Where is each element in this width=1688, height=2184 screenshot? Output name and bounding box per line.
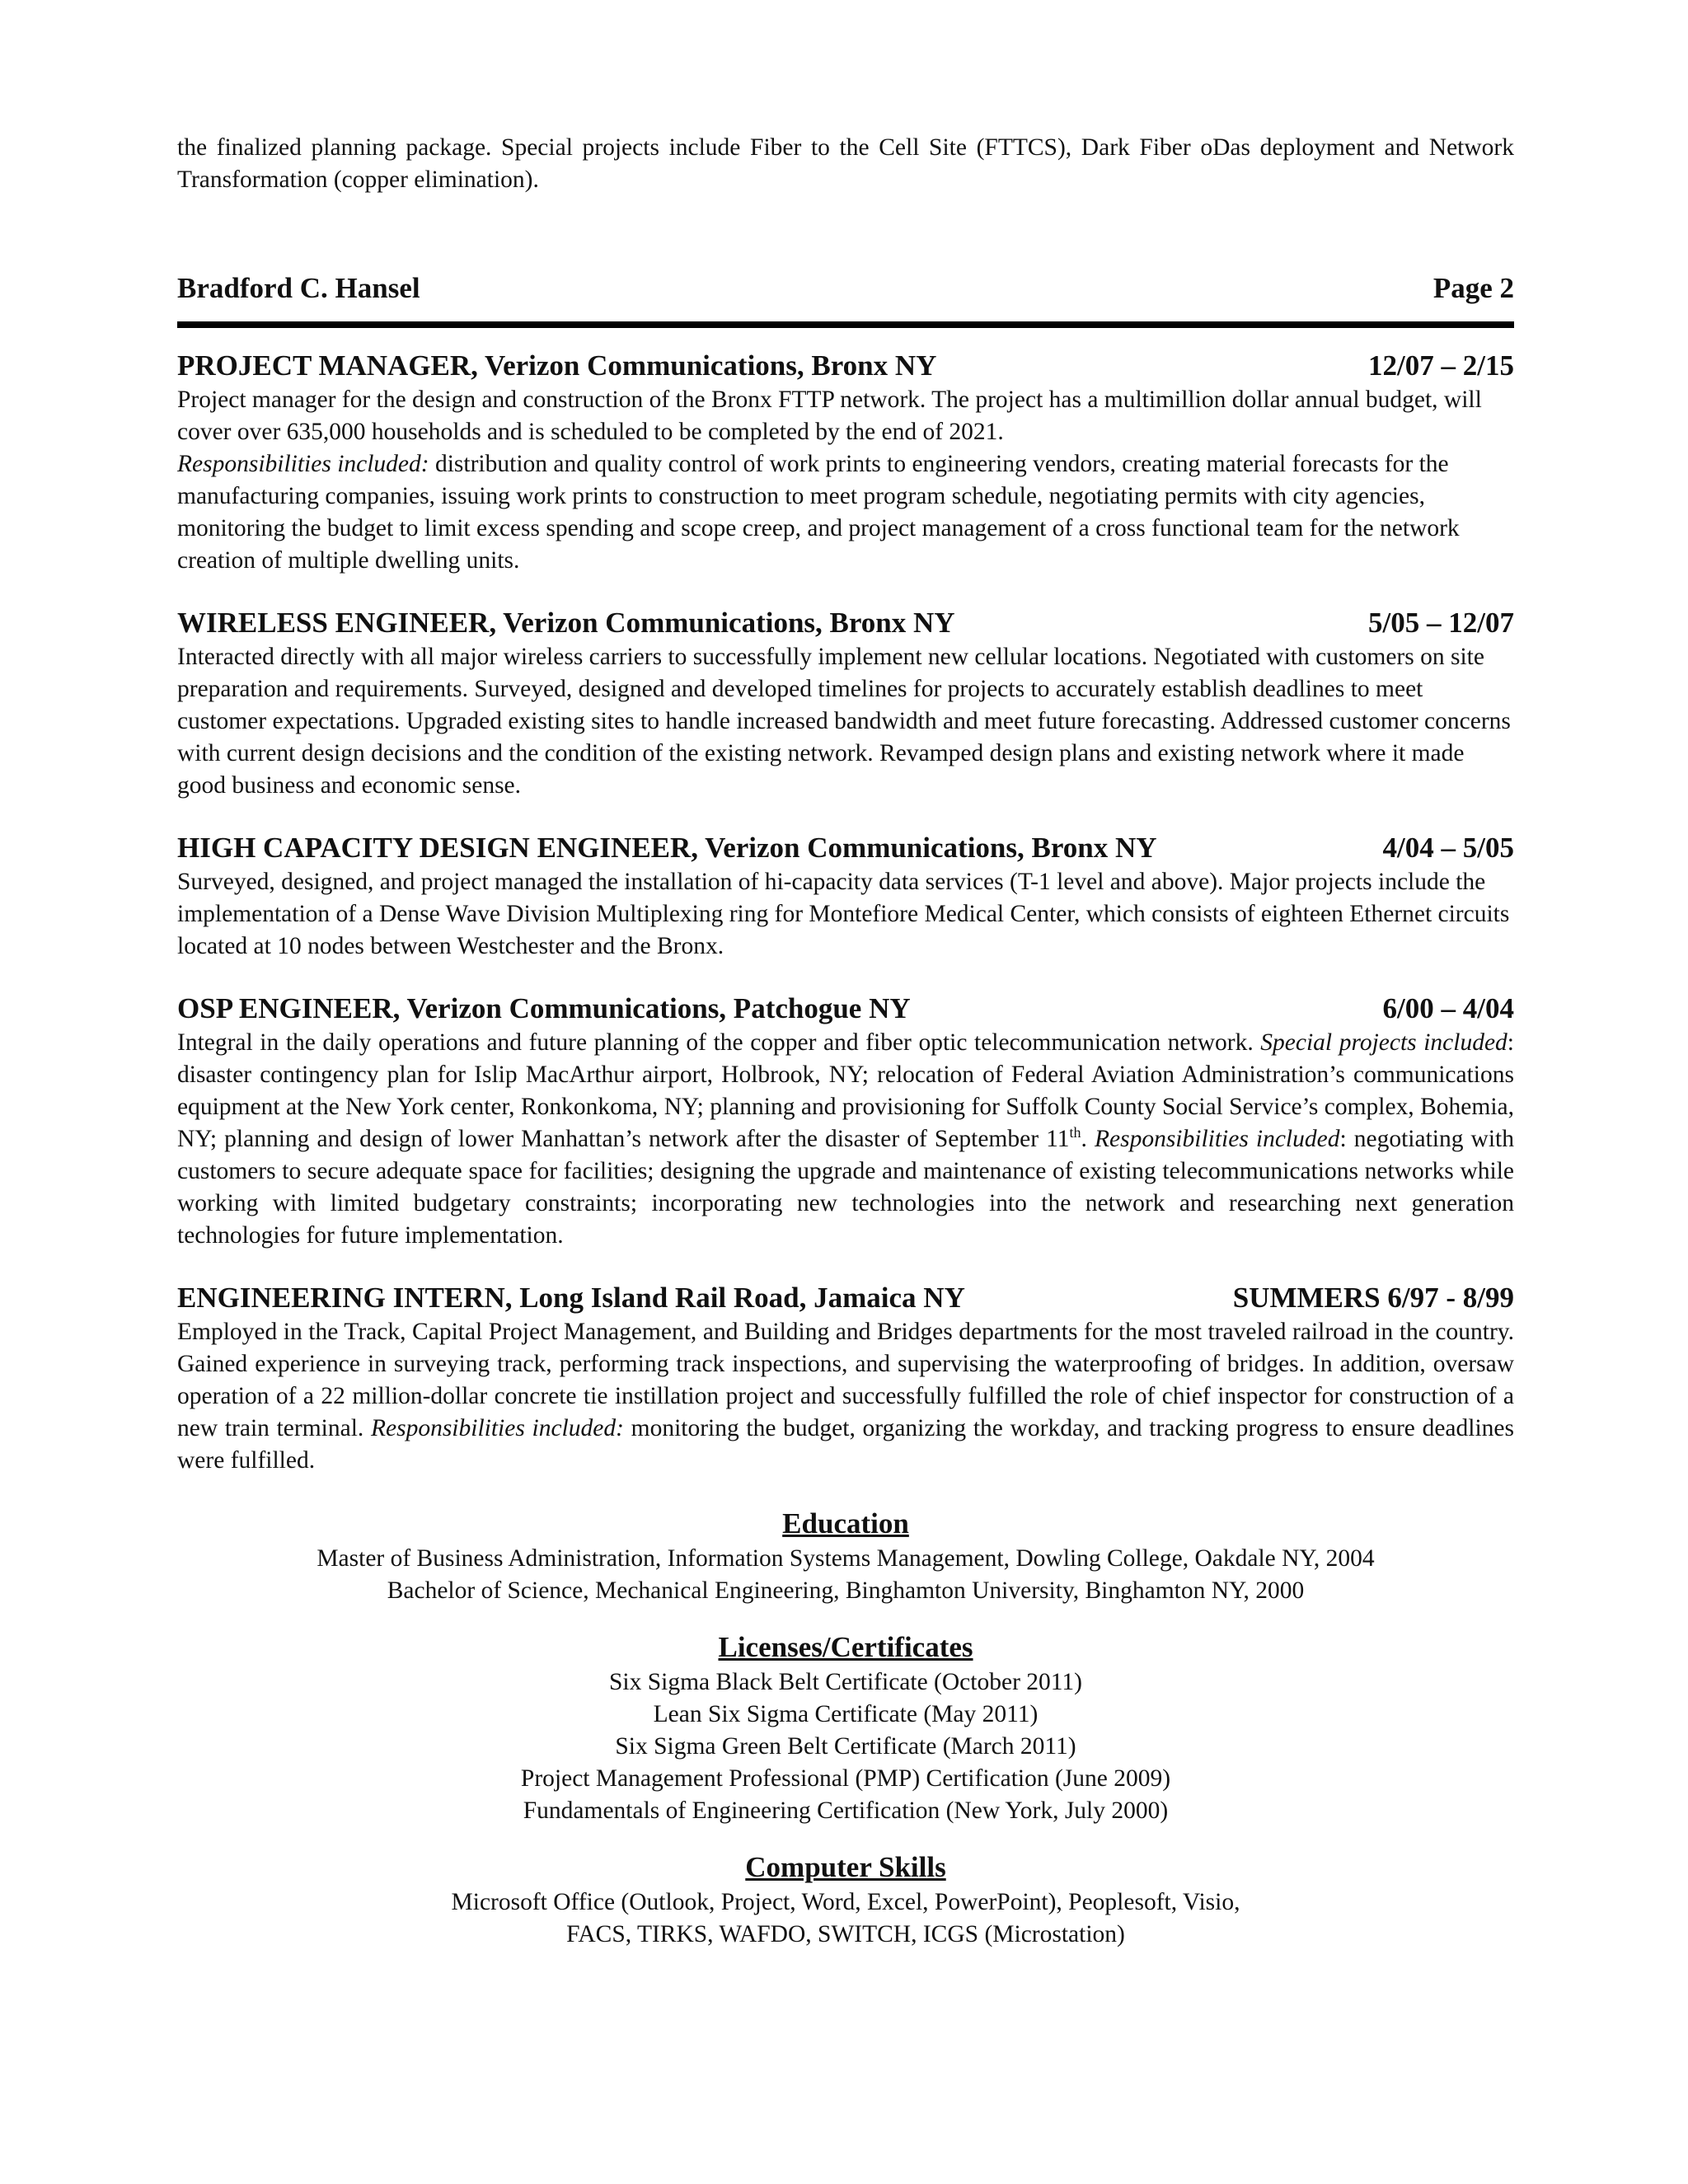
education-item: Master of Business Administration, Information Systems Management, Dowling College, Oakdale NY, 2004 (316, 1545, 1375, 1572)
job-description: Interacted directly with all major wireless carriers to successfully implement new cellular locations. Negotiated with customers on site preparation and requirements. Surveyed, designed and developed timelines for projects to accurately establish deadlines to meet customer expectations. Upgraded existing sites to handle increased bandwidth and meet future forecasting. Addressed customer concerns with current design decisions and the condition of the existing network. Revamped design plans and existing network where it made good business and economic sense. (177, 644, 1511, 799)
job-dates: SUMMERS 6/97 - 8/99 (1232, 1282, 1514, 1314)
responsibilities-text: distribution and quality control of work prints to engineering vendors, creating material forecasts for the manufacturing companies, issuing work prints to construction to meet program schedule, negotiating permits with city agencies, monitoring the budget to limit excess spending and scope creep, and project management of a cross functional team for the network creation of multiple dwelling units. (177, 451, 1460, 574)
job-entry (177, 991, 1514, 1252)
job-dates: 6/00 – 4/04 (1382, 992, 1514, 1024)
job-entry (177, 1280, 1514, 1477)
page-number: Page 2 (1432, 272, 1514, 304)
job-header (177, 605, 1514, 641)
job-title: WIRELESS ENGINEER, Verizon Communications, Bronx NY (177, 607, 955, 639)
job-header (177, 348, 1514, 384)
job-dates: 4/04 – 5/05 (1382, 832, 1514, 864)
job-header (177, 991, 1514, 1027)
education-section (177, 1505, 1514, 1607)
special-projects-label: Special projects included (1260, 1029, 1507, 1056)
job-title: HIGH CAPACITY DESIGN ENGINEER, Verizon Communications, Bronx NY (177, 832, 1157, 864)
responsibilities-label: Responsibilities included: (370, 1415, 624, 1441)
license-item: Project Management Professional (PMP) Certification (June 2009) (520, 1765, 1171, 1792)
resume-page (177, 132, 1514, 1951)
job-dates: 5/05 – 12/07 (1368, 607, 1514, 639)
responsibilities-text: : negotiating with customers to secure adequate space for facilities; designing the upgrade and maintenance of existing telecommunications networks while working with limited budgetary constraints; incorporating new technologies into the network and researching next generation technologies for future implementation. (177, 1126, 1514, 1249)
candidate-name: Bradford C. Hansel (177, 272, 420, 304)
license-item: Fundamentals of Engineering Certification (New York, July 2000) (523, 1797, 1169, 1824)
page-header (177, 270, 1514, 307)
description-text: Employed in the Track, Capital Project Management, and Building and Bridges departments for the most traveled railroad in the country. Gained experience in surveying track, performing track inspections, and supervising the waterproofing of bridges. In addition, oversaw operation of a 22 million-dollar concrete tie instillation project and successfully fulfilled the role of chief inspector for construction of a new train terminal. (177, 1319, 1514, 1441)
education-item: Bachelor of Science, Mechanical Engineering, Binghamton University, Binghamton NY, 2000 (387, 1577, 1305, 1604)
education-heading: Education (782, 1507, 909, 1540)
license-item: Lean Six Sigma Certificate (May 2011) (653, 1701, 1039, 1727)
job-title: PROJECT MANAGER, Verizon Communications, Bronx NY (177, 349, 937, 382)
ordinal-suffix: th (1069, 1124, 1081, 1141)
responsibilities-text: monitoring the budget, organizing the workday, and tracking progress to ensure deadlines were fulfilled. (177, 1415, 1514, 1474)
skills-item: Microsoft Office (Outlook, Project, Word, Excel, PowerPoint), Peoplesoft, Visio, (451, 1889, 1240, 1915)
skills-section (177, 1849, 1514, 1951)
job-entry (177, 605, 1514, 802)
separator-text: . (1081, 1126, 1095, 1152)
job-dates: 12/07 – 2/15 (1368, 349, 1514, 382)
job-description: Surveyed, designed, and project managed the installation of hi-capacity data services (T-1 level and above). Major projects include the implementation of a Dense Wave Division Multiplexing ring for Montefiore Medical Center, which consists of eighteen Ethernet circuits located at 10 nodes between Westchester and the Bronx. (177, 869, 1510, 959)
skills-heading: Computer Skills (745, 1851, 946, 1883)
job-header (177, 830, 1514, 866)
intro-paragraph: the finalized planning package. Special projects include Fiber to the Cell Site (FTTCS), Dark Fiber oDas deployment and Network Transformation (copper elimination). (177, 134, 1514, 193)
job-header (177, 1280, 1514, 1316)
header-divider (177, 321, 1514, 328)
responsibilities-label: Responsibilities included (1094, 1126, 1340, 1152)
job-responsibilities (177, 448, 1514, 577)
job-title: ENGINEERING INTERN, Long Island Rail Road, Jamaica NY (177, 1282, 965, 1314)
skills-item: FACS, TIRKS, WAFDO, SWITCH, ICGS (Microstation) (566, 1921, 1125, 1947)
license-item: Six Sigma Black Belt Certificate (October 2011) (608, 1669, 1082, 1695)
licenses-section (177, 1629, 1514, 1827)
job-description (177, 1027, 1514, 1252)
description-text: Integral in the daily operations and future planning of the copper and fiber optic telecommunication network. (177, 1029, 1261, 1056)
job-title: OSP ENGINEER, Verizon Communications, Patchogue NY (177, 992, 911, 1024)
licenses-heading: Licenses/Certificates (718, 1631, 973, 1663)
job-description (177, 1316, 1514, 1477)
license-item: Six Sigma Green Belt Certificate (March 2011) (615, 1733, 1076, 1760)
job-entry (177, 348, 1514, 577)
special-projects-text: : disaster contingency plan for Islip MacArthur airport, Holbrook, NY; relocation of Federal Aviation Administration’s communications equipment at the New York center, Ronkonkoma, NY; planning and provisioning for Suffolk County Social Service’s complex, Bohemia, NY; planning and design of lower Manhattan’s network after the disaster of September 11 (177, 1029, 1514, 1152)
job-description: Project manager for the design and construction of the Bronx FTTP network. The project has a multimillion dollar annual budget, will cover over 635,000 households and is scheduled to be completed by the end of 2021. (177, 387, 1482, 445)
job-entry (177, 830, 1514, 963)
responsibilities-label: Responsibilities included: (177, 451, 429, 477)
